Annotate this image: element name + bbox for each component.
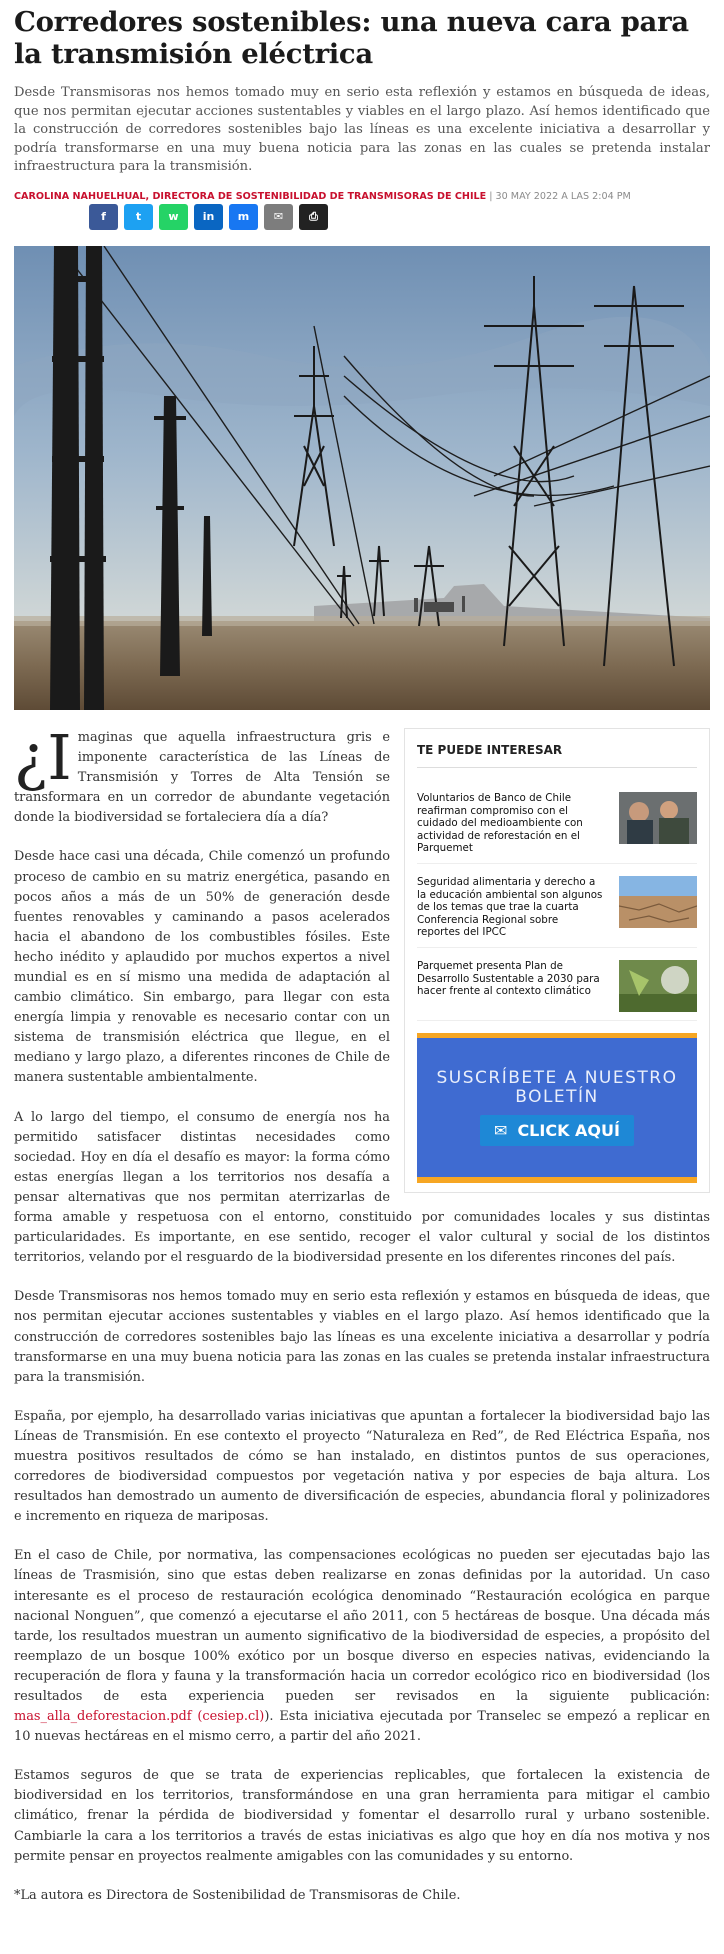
newsletter-button-label: CLICK AQUÍ xyxy=(517,1120,620,1140)
related-thumbnail[interactable] xyxy=(619,876,697,928)
messenger-share-button[interactable] xyxy=(229,204,258,230)
envelope-icon: ✉ xyxy=(494,1120,508,1140)
article-lead: Desde Transmisoras nos hemos tomado muy en serio esta reflexión y estamos en búsqueda de ideas, que nos permitan ejecutar acciones sustentables y viables en el largo plazo. Así hemos identificado que la construcción de corredores sostenibles bajo las líneas es una excelente iniciativa a desarrollar y podría transformarse en una muy buena noticia para las zonas en las cuales se pretenda instalar infraestructura para la transmisión. xyxy=(14,85,710,175)
article-body xyxy=(14,720,710,1906)
share-bar xyxy=(89,204,710,230)
related-thumbnail[interactable] xyxy=(619,792,697,844)
related-item[interactable] xyxy=(417,864,697,948)
related-thumbnail[interactable] xyxy=(619,960,697,1012)
sidebar-title: TE PUEDE INTERESAR xyxy=(417,743,697,768)
paragraph-text: maginas que aquella infraestructura gris e imponente característica de las Líneas de Transmisión y Torres de Alta Tensión se transformara en un corredor de abundante vegetación donde la biodiversidad se fortaleciera día a día? xyxy=(14,729,390,826)
paragraph: Desde hace casi una década, Chile comenzó un profundo proceso de cambio en su matriz energética, pasando en pocos años a más de un 50% de generación desde fuentes renovables y caminando a pasos acelerados hacia el abandono de los combustibles fósiles. Este hecho inédito y aplaudido por muchos expertos a nivel mundial es en sí mismo una medida de adaptación al cambio climático. Sin embargo, para llegar con esta energía limpia y renovable es necesario contar con un sistema de transmisión eléctrica que llegue, en el mediano y largo plazo, a diferentes rincones de Chile de manera sustentable ambientalmente. xyxy=(14,849,390,1086)
email-icon: ✉ xyxy=(273,210,284,224)
article-title: Corredores sostenibles: una nueva cara para la transmisión eléctrica xyxy=(14,6,689,70)
newsletter-button[interactable] xyxy=(480,1115,634,1146)
author-link[interactable]: CAROLINA NAHUELHUAL, DIRECTORA DE SOSTENIBILIDAD DE TRANSMISORAS DE CHILE xyxy=(14,190,487,202)
publish-date: | 30 MAY 2022 A LAS 2:04 PM xyxy=(489,190,631,202)
sidebar xyxy=(404,728,710,1193)
facebook-icon: f xyxy=(101,210,106,224)
hero-image xyxy=(14,246,710,710)
facebook-share-button[interactable] xyxy=(89,204,118,230)
print-share-button[interactable] xyxy=(299,204,328,230)
paragraph-text: ). Esta iniciativa ejecutada por Transelec se empezó a replicar en 10 nuevas hectáreas en el mismo cerro, a partir del año 2021. xyxy=(14,1709,710,1745)
related-item[interactable] xyxy=(417,780,697,864)
newsletter-banner[interactable] xyxy=(417,1033,697,1183)
whatsapp-share-button[interactable] xyxy=(159,204,188,230)
paragraph: A lo largo del tiempo, el consumo de energía nos ha permitido satisfacer distintas necesidades como sociedad. Hoy en día el desafío es mayor: la forma cómo estas energías llegan a los territorios nos desafía a pensar alternativas que nos permitan aterrizarlas de forma amable y respetuosa con el entorno, constituido por comunidades locales y sus distintas particularidades. Es importante, en ese sentido, recoger el valor cultural y social de los distintos territorios, velando por el resguardo de la biodiversidad presente en los diferentes rincones del país. xyxy=(14,1109,710,1266)
paragraph: Desde Transmisoras nos hemos tomado muy en serio esta reflexión y estamos en búsqueda de ideas, que nos permitan ejecutar acciones sustentables y viables en el largo plazo. Así hemos identificado que la construcción de corredores sostenibles bajo las líneas es una excelente iniciativa a desarrollar y podría transformarse en una muy buena noticia para las zonas en las cuales se pretenda instalar infraestructura para la transmisión. xyxy=(14,1289,710,1385)
author-footnote: *La autora es Directora de Sostenibilidad de Transmisoras de Chile. xyxy=(14,1887,461,1903)
twitter-share-button[interactable] xyxy=(124,204,153,230)
newsletter-title: SUSCRÍBETE A NUESTRO BOLETÍN xyxy=(436,1067,678,1107)
related-item-title[interactable]: Voluntarios de Banco de Chile reafirman compromiso con el cuidado del medioambiente con actividad de reforestación en el Parquemet xyxy=(417,791,583,855)
drop-cap: ¿I xyxy=(14,720,72,794)
byline xyxy=(14,191,710,202)
twitter-icon: t xyxy=(135,210,142,224)
paragraph-text: En el caso de Chile, por normativa, las compensaciones ecológicas no pueden ser ejecutadas bajo las líneas de Trasmisión, sino que estas deben realizarse en zonas definidas por la autoridad. Un caso interesante es el proceso de restauración ecológica denominado “Restauración ecológica en parque nacional Nonguen”, que comenzó a ejecutarse el año 2011, con 5 hectáreas de bosque. Una década más tarde, los resultados muestran un aumento significativo de la biodiversidad de especies, a propósito del reemplazo de un bosque 100% exótico por un bosque diverso en especies nativas, evidenciando la recuperación de flora y fauna y la transformación hacia un corredor ecológico rico en biodiversidad (los resultados de esta experiencia pueden ser revisados en la siguiente publicación: xyxy=(14,1548,710,1704)
related-item[interactable] xyxy=(417,948,697,1021)
email-share-button[interactable] xyxy=(264,204,293,230)
messenger-icon: m xyxy=(237,210,250,224)
paragraph: Estamos seguros de que se trata de experiencias replicables, que fortalecen la existencia de biodiversidad en los territorios, transformándose en una gran herramienta para mitigar el cambio climático, frenar la pérdida de biodiversidad y fomentar el desarrollo rural y urbano sostenible. Cambiarle la cara a los territorios a través de estas iniciativas es algo que hoy en día nos motiva y nos permite pensar en proyectos realmente amigables con las comunidades y su entorno. xyxy=(14,1768,710,1864)
linkedin-share-button[interactable] xyxy=(194,204,223,230)
publication-link[interactable]: mas_alla_deforestacion.pdf (cesiep.cl) xyxy=(14,1709,265,1725)
print-icon: ⎙ xyxy=(309,209,318,223)
linkedin-icon: in xyxy=(202,210,215,224)
paragraph: España, por ejemplo, ha desarrollado varias iniciativas que apuntan a fortalecer la biodiversidad bajo las Líneas de Transmisión. En ese contexto el proyecto “Naturaleza en Red”, de Red Eléctrica España, nos muestra positivos resultados de cómo se han instalado, en distintos puntos de sus operaciones, corredores de biodiversidad compuestos por vegetación nativa y por especies de baja altura. Los resultados han demostrado un aumento de diversificación de especies, abundancia floral y polinizadores e incremento en riqueza de mariposas. xyxy=(14,1408,710,1525)
related-item-title[interactable]: Seguridad alimentaria y derecho a la educación ambiental son algunos de los temas que trae la cuarta Conferencia Regional sobre reportes del IPCC xyxy=(417,875,603,939)
related-item-title[interactable]: Parquemet presenta Plan de Desarrollo Sustentable a 2030 para hacer frente al contexto climático xyxy=(417,959,600,998)
paragraph xyxy=(14,1546,710,1747)
whatsapp-icon: w xyxy=(168,210,179,224)
